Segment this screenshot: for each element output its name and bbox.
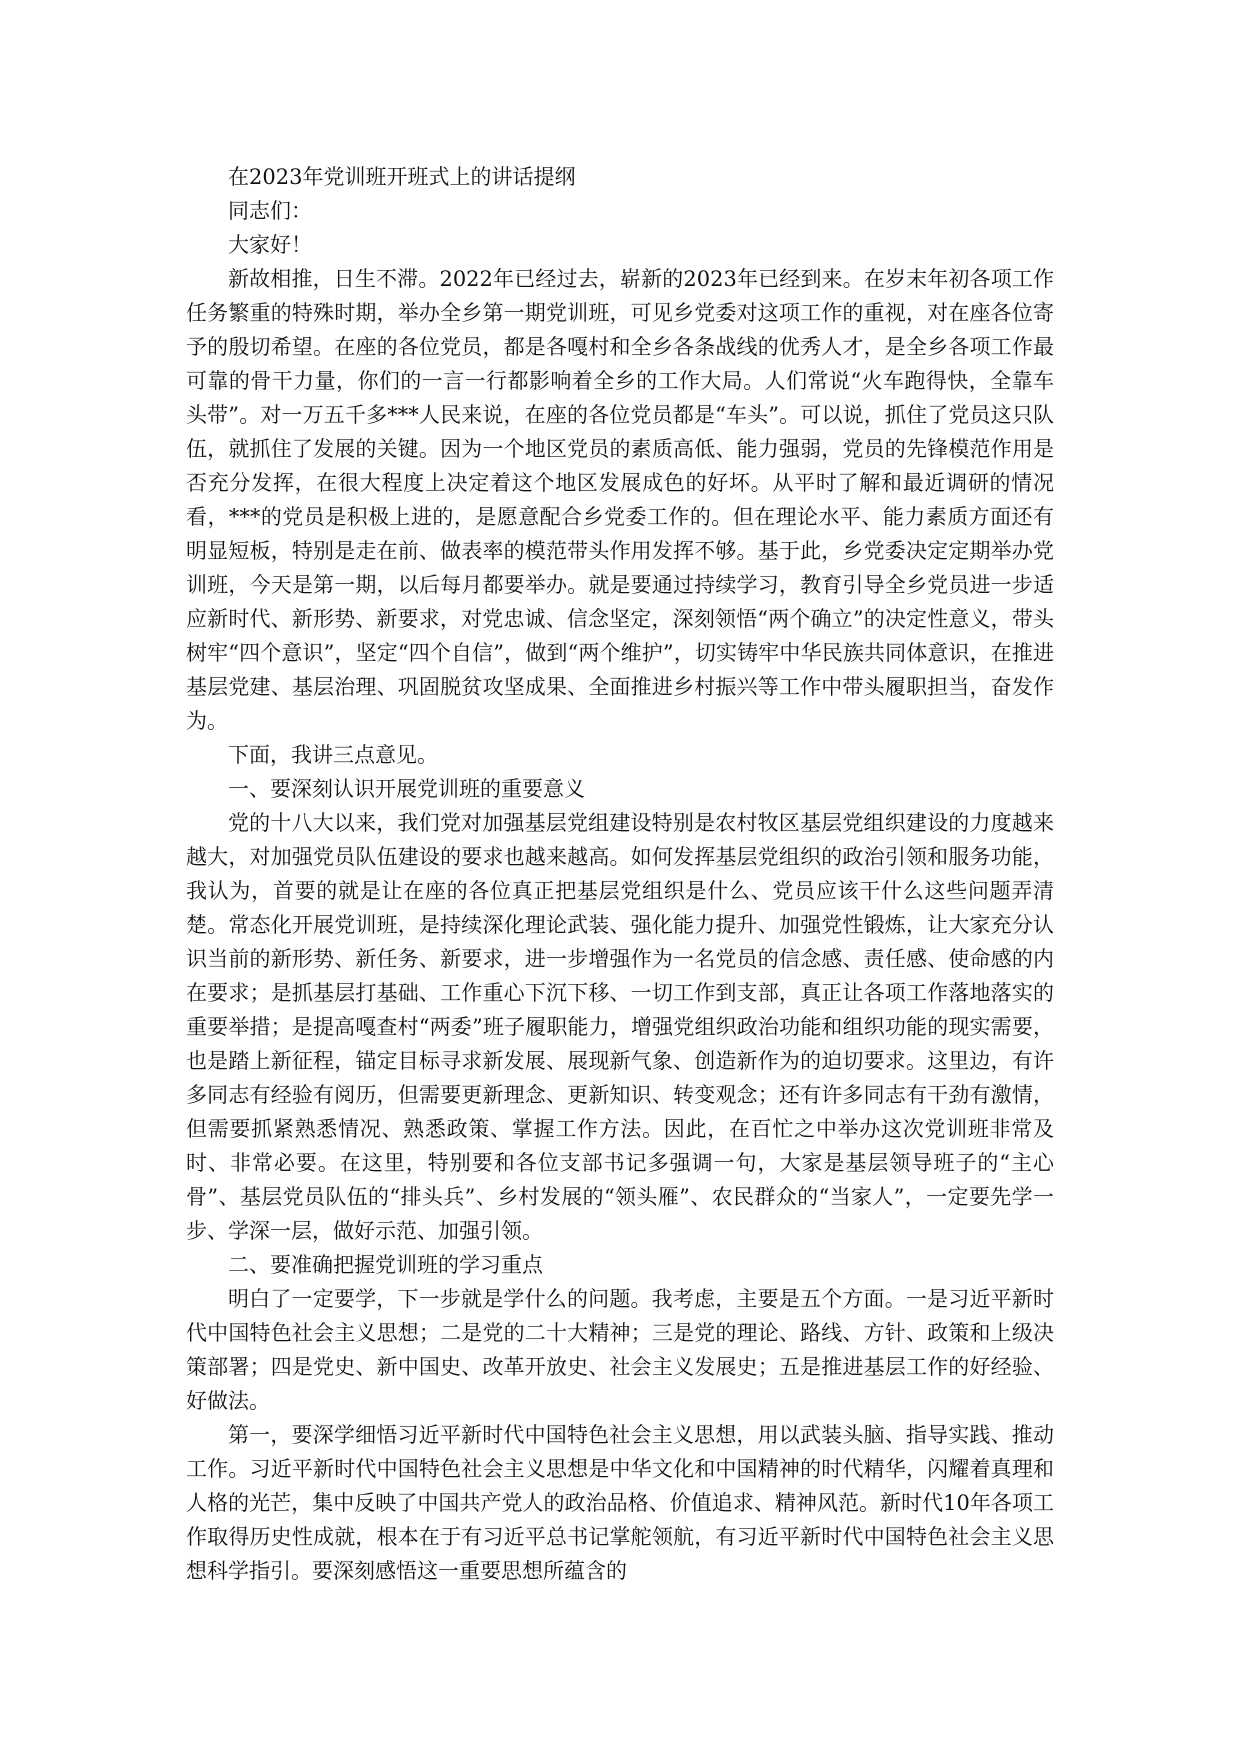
intro-paragraph: 新故相推，日生不滞。2022年已经过去，崭新的2023年已经到来。在岁末年初各项工作任务繁重的特殊时期，举办全乡第一期党训班，可见乡党委对这项工作的重视，对在座各位寄予的殷切希望。在座的各位党员，都是各嘎村和全乡各条战线的优秀人才，是全乡各项工作最可靠的骨干力量，你们的一言一行都影响着全乡的工作大局。人们常说“火车跑得快，全靠车头带”。对一万五千多***人民来说，在座的各位党员都是“车头”。可以说，抓住了党员这只队伍，就抓住了发展的关键。因为一个地区党员的素质高低、能力强弱，党员的先锋模范作用是否充分发挥，在很大程度上决定着这个地区发展成色的好坏。从平时了解和最近调研的情况看，***的党员是积极上进的，是愿意配合乡党委工作的。但在理论水平、能力素质方面还有明显短板，特别是走在前、做表率的模范带头作用发挥不够。基于此，乡党委决定定期举办党训班，今天是第一期，以后每月都要举办。就是要通过持续学习，教育引导全乡党员进一步适应新时代、新形势、新要求，对党忠诚、信念坚定，深刻领悟“两个确立”的决定性意义，带头树牢“四个意识”，坚定“四个自信”，做到“两个维护”，切实铸牢中华民族共同体意识，在推进基层党建、基层治理、巩固脱贫攻坚成果、全面推进乡村振兴等工作中带头履职担当，奋发作为。: [186, 267, 1054, 733]
section-2-point-1-paragraph: 第一，要深学细悟习近平新时代中国特色社会主义思想，用以武装头脑、指导实践、推动工作。习近平新时代中国特色社会主义思想是中华文化和中国精神的时代精华，闪耀着真理和人格的光芒，集中反映了中国共产党人的政治品格、价值追求、精神风范。新时代10年各项工作取得历史性成就，根本在于有习近平总书记掌舵领航，有习近平新时代中国特色社会主义思想科学指引。要深刻感悟这一重要思想所蕴含的: [186, 1423, 1054, 1583]
transition-paragraph: 下面，我讲三点意见。: [228, 743, 438, 767]
document-title: 在2023年党训班开班式上的讲话提纲: [228, 165, 576, 189]
greeting: 大家好！: [228, 233, 312, 257]
document-page: [186, 160, 1054, 1588]
section-1-paragraph: 党的十八大以来，我们党对加强基层党组建设特别是农村牧区基层党组织建设的力度越来越大，对加强党员队伍建设的要求也越来越高。如何发挥基层党组织的政治引领和服务功能，我认为，首要的就是让在座的各位真正把基层党组织是什么、党员应该干什么这些问题弄清楚。常态化开展党训班，是持续深化理论武装、强化能力提升、加强党性锻炼，让大家充分认识当前的新形势、新任务、新要求，进一步增强作为一名党员的信念感、责任感、使命感的内在要求；是抓基层打基础、工作重心下沉下移、一切工作到支部，真正让各项工作落地落实的重要举措；是提高嘎查村“两委”班子履职能力，增强党组织政治功能和组织功能的现实需要，也是踏上新征程，锚定目标寻求新发展、展现新气象、创造新作为的迫切要求。这里边，有许多同志有经验有阅历，但需要更新理念、更新知识、转变观念；还有许多同志有干劲有激情，但需要抓紧熟悉情况、熟悉政策、掌握工作方法。因此，在百忙之中举办这次党训班非常及时、非常必要。在这里，特别要和各位支部书记多强调一句，大家是基层领导班子的“主心骨”、基层党员队伍的“排头兵”、乡村发展的“领头雁”、农民群众的“当家人”，一定要先学一步、学深一层，做好示范、加强引领。: [186, 811, 1054, 1243]
section-heading-1: 一、要深刻认识开展党训班的重要意义: [228, 777, 585, 801]
salutation: 同志们：: [228, 199, 312, 223]
section-heading-2: 二、要准确把握党训班的学习重点: [228, 1253, 543, 1277]
section-2-paragraph: 明白了一定要学，下一步就是学什么的问题。我考虑，主要是五个方面。一是习近平新时代中国特色社会主义思想；二是党的二十大精神；三是党的理论、路线、方针、政策和上级决策部署；四是党史、新中国史、改革开放史、社会主义发展史；五是推进基层工作的好经验、好做法。: [186, 1287, 1054, 1413]
